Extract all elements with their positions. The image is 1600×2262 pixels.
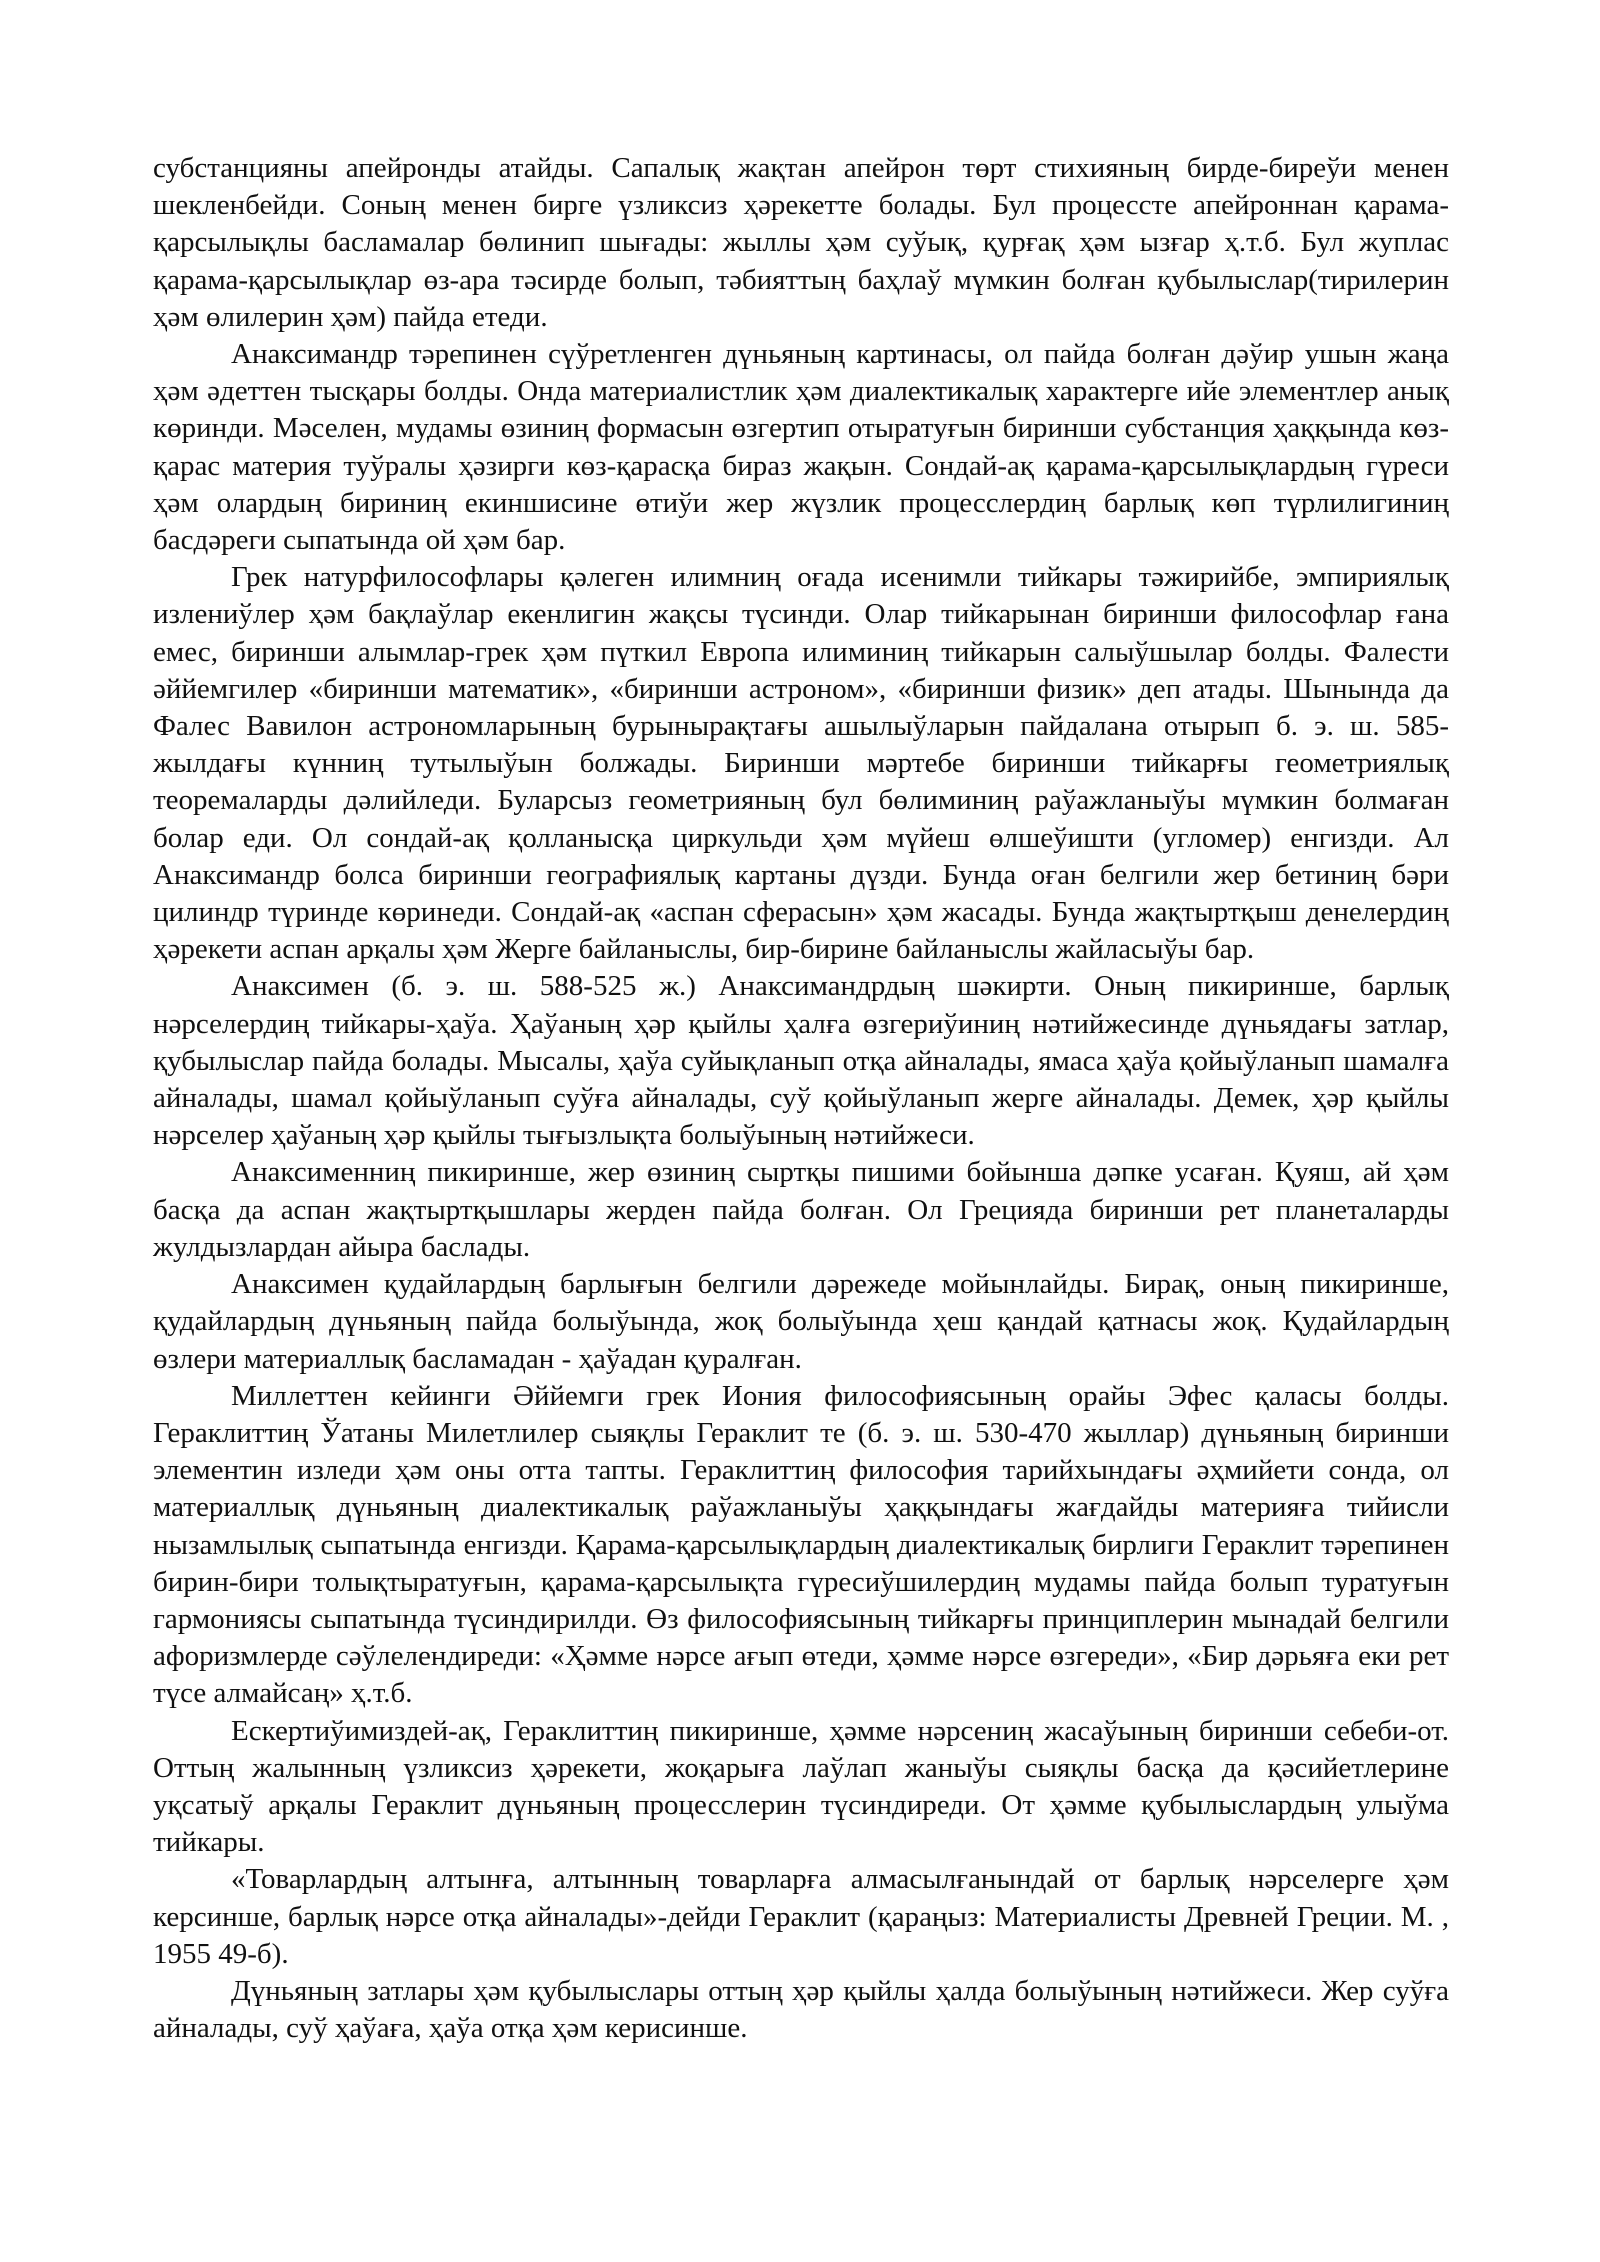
document-page bbox=[153, 150, 1449, 2047]
paragraph-anaximenes-gods: Анаксимен қудайлардың барлығын белгили дәрежеде мойынлайды. Бирақ, оның пикиринше, қудайлардың дүньяның пайда болыўында, жоқ болыўында ҳеш қандай қатнасы жоқ. Қудайлардың өзлери материаллық басламадан - ҳаўадан қуралған. bbox=[153, 1268, 1449, 1375]
paragraph-heraclitus-fire: Ескертиўимиздей-ақ, Гераклиттиң пикиринше, ҳәмме нәрсениң жасаўының биринши себеби-от. Оттың жалынның үзликсиз ҳәрекети, жоқарыға лаўлап жаныўы сыяқлы басқа да қәсийетлерине уқсатыў арқалы Гераклит дүньяның процесслерин түсиндиреди. От ҳәмме қубылыслардың улыўма тийкары. bbox=[153, 1714, 1449, 1859]
paragraph-heraclitus-ephesus: Миллеттен кейинги Әййемги грек Иония философиясының орайы Эфес қаласы болды. Гераклиттиң Ўатаны Милетлилер сыяқлы Гераклит те (б. э. ш. 530-470 жыллар) дүньяның биринши элементин изледи ҳәм оны отта тапты. Гераклиттиң философия тарийхындағы әҳмийети сонда, ол материаллық дүньяның диалектикалық раўажланыўы ҳаққындағы жағдайды материяға тийисли нызамлылық сыпатында енгизди. Қарама-қарсылықлардың диалектикалық бирлиги Гераклит тәрепинен бирин-бири толықтыратуғын, қарама-қарсылықта гүресиўшилердиң мудамы пайда болып туратуғын гармониясы сыпатында түсиндирилди. Өз философиясының тийкарғы принциплерин мынадай белгили афоризмлерде сәўлелендиреди: «Ҳәмме нәрсе ағып өтеди, ҳәмме нәрсе өзгереди», «Бир дәрьяға еки рет түсе алмайсаң» ҳ.т.б. bbox=[153, 1379, 1449, 1710]
paragraph-greek-natural-philosophers: Грек натурфилософлары қәлеген илимниң оғада исенимли тийкары тәжирийбе, эмпириялық излениўлер ҳәм бақлаўлар екенлигин жақсы түсинди. Олар тийкарынан биринши философлар ғана емес, биринши алымлар-грек ҳәм пүткил Европа илиминиң тийкарын салыўшылар болды. Фалести әййемгилер «биринши математик», «биринши астроном», «биринши физик» деп атады. Шынында да Фалес Вавилон астрономларының бурынырақтағы ашылыўларын пайдалана отырып б. э. ш. 585-жылдағы күнниң тутылыўын болжады. Биринши мәртебе биринши тийкарғы геометриялық теоремаларды дәлийледи. Буларсыз геометрияның бул бөлиминиң раўажланыўы мүмкин болмаған болар еди. Ол сондай-ақ қолланысқа циркульди ҳәм мүйеш өлшеўишти (угломер) енгизди. Ал Анаксимандр болса биринши географиялық картаны дүзди. Бунда оған белгили жер бетиниң бәри цилиндр түринде көринеди. Сондай-ақ «аспан сферасын» ҳәм жасады. Бунда жақтыртқыш денелердиң ҳәрекети аспан арқалы ҳәм Жерге байланыслы, бир-бирине байланыслы жайласыўы бар. bbox=[153, 561, 1449, 966]
paragraph-fire-transformations: Дүньяның затлары ҳәм қубылыслары оттың ҳәр қыйлы ҳалда болыўының нәтийжеси. Жер суўға айналады, суў ҳаўаға, ҳаўа отқа ҳәм керисинше. bbox=[153, 1974, 1449, 2045]
paragraph-anaximander-worldview: Анаксимандр тәрепинен сүўретленген дүньяның картинасы, ол пайда болған дәўир ушын жаңа ҳәм әдеттен тысқары болды. Онда материалистлик ҳәм диалектикалық характерге ийе элементлер анық көринди. Мәселен, мудамы өзиниң формасын өзгертип отыратуғын биринши субстанция ҳаққында көз-қарас материя туўралы ҳәзирги көз-қарасқа бираз жақын. Сондай-ақ қарама-қарсылықлардың гүреси ҳәм олардың бириниң екиншисине өтиўи жер жүзлик процесслердиң барлық көп түрлилигиниң басдәреги сыпатында ой ҳәм бар. bbox=[153, 338, 1449, 557]
paragraph-apeiron-continuation: субстанцияны апейронды атайды. Сапалық жақтан апейрон төрт стихияның бирде-биреўи менен шекленбейди. Соның менен бирге үзликсиз ҳәрекетте болады. Бул процессте апейроннан қарама-қарсылықлы басламалар бөлинип шығады: жыллы ҳәм суўық, қурғақ ҳәм ызғар ҳ.т.б. Бул жуплас қарама-қарсылықлар өз-ара тәсирде болып, тәбияттың баҳлаў мүмкин болған қубылыслар(тирилерин ҳәм өлилерин ҳәм) пайда етеди. bbox=[153, 152, 1449, 333]
paragraph-anaximenes-air: Анаксимен (б. э. ш. 588-525 ж.) Анаксимандрдың шәкирти. Оның пикиринше, барлық нәрселердиң тийкары-ҳаўа. Ҳаўаның ҳәр қыйлы ҳалға өзгериўиниң нәтийжесинде дүньядағы затлар, қубылыслар пайда болады. Мысалы, ҳаўа суйықланып отқа айналады, ямаса ҳаўа қойыўланып шамалға айналады, шамал қойыўланып суўға айналады, суў қойыўланып жерге айналады. Демек, ҳәр қыйлы нәрселер ҳаўаның ҳәр қыйлы тығызлықта болыўының нәтийжеси. bbox=[153, 970, 1449, 1152]
paragraph-anaximenes-earth: Анаксименниң пикиринше, жер өзиниң сыртқы пишими бойынша дәпке усаған. Қуяш, ай ҳәм басқа да аспан жақтыртқышлары жерден пайда болған. Ол Грецияда биринши рет планеталарды жулдызлардан айыра баслады. bbox=[153, 1156, 1449, 1263]
paragraph-heraclitus-quote: «Товарлардың алтынға, алтынның товарларға алмасылғанындай от барлық нәрселерге ҳәм керсинше, барлық нәрсе отқа айналады»-дейди Гераклит (қараңыз: Материалисты Древней Греции. М. , 1955 49-б). bbox=[153, 1863, 1449, 1970]
